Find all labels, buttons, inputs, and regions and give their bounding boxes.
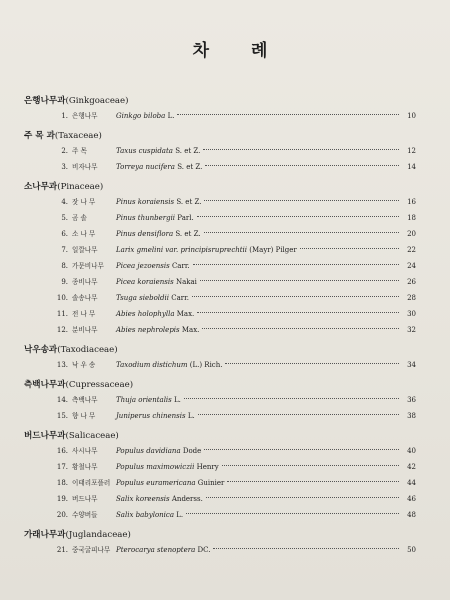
- entry-korean-name: 곰 솔: [72, 214, 87, 222]
- toc-entry: [24, 475, 416, 491]
- entry-species: Abies nephrolepis: [116, 326, 180, 334]
- entry-number: 8.: [61, 262, 68, 270]
- entry-species: Populus maximowiczii: [116, 463, 195, 471]
- toc-entry: [24, 143, 416, 159]
- entry-number: 19.: [56, 495, 68, 503]
- entry-species: Pterocarya stenoptera: [116, 546, 196, 554]
- entry-author: L.: [176, 511, 184, 519]
- entry-author: S. et Z.: [176, 198, 202, 206]
- entry-number: 3.: [61, 163, 68, 171]
- entry-korean-name: 비자나무: [72, 163, 98, 171]
- entry-scientific-name: [116, 408, 195, 424]
- entry-page-number: 20: [407, 230, 416, 238]
- entry-number: 14.: [56, 396, 68, 404]
- entry-scientific-name: [116, 290, 189, 306]
- toc-entry: [24, 210, 416, 226]
- dot-leader: [300, 248, 399, 249]
- page-title: 차 례: [192, 41, 286, 61]
- family-latin-name: (Salicaceae): [65, 431, 119, 441]
- dot-leader: [204, 449, 399, 450]
- entry-number: 12.: [56, 326, 68, 334]
- toc-entry: [24, 542, 416, 558]
- family-latin-name: (Cupressaceae): [65, 380, 134, 390]
- entry-korean-name: 버드나무: [72, 495, 98, 503]
- entry-scientific-name: [116, 392, 181, 408]
- entry-author: Anderss.: [171, 495, 203, 503]
- dot-leader: [204, 232, 399, 233]
- entry-species: Pinus thunbergii: [116, 214, 176, 222]
- entry-scientific-name: [116, 306, 194, 322]
- dot-leader: [205, 165, 399, 166]
- dot-leader: [204, 200, 399, 201]
- family-heading: [24, 130, 416, 143]
- entry-author: DC.: [197, 546, 211, 554]
- entry-number: 21.: [56, 546, 68, 554]
- entry-scientific-name: [116, 475, 224, 491]
- toc-entry: [24, 290, 416, 306]
- entry-number: 5.: [61, 214, 68, 222]
- dot-leader: [177, 114, 399, 115]
- entry-species: Larix gmelini var. principisruprechtii: [116, 246, 248, 254]
- toc-entry: [24, 408, 416, 424]
- entry-author: Henry: [196, 463, 219, 471]
- entry-species: Populus davidiana: [116, 447, 181, 455]
- entry-scientific-name: [116, 274, 197, 290]
- entry-scientific-name: [116, 159, 202, 175]
- entry-species: Pinus koraiensis: [116, 198, 175, 206]
- toc-entry: [24, 258, 416, 274]
- family-latin-name: (Taxaceae): [54, 131, 102, 141]
- dot-leader: [198, 414, 399, 415]
- entry-number: 11.: [56, 310, 68, 318]
- dot-leader: [197, 312, 399, 313]
- entry-scientific-name: [116, 507, 183, 523]
- dot-leader: [202, 328, 399, 329]
- entry-author: Carr.: [171, 262, 190, 270]
- entry-number: 16.: [56, 447, 68, 455]
- family-korean-name: 가래나무과: [24, 530, 66, 540]
- family-korean-name: 버드나무과: [24, 431, 66, 441]
- entry-page-number: 40: [407, 447, 416, 455]
- entry-species: Picea koraiensis: [116, 278, 174, 286]
- entry-species: Picea jezoensis: [116, 262, 170, 270]
- entry-author: (Mayr) Pilger: [249, 246, 297, 254]
- dot-leader: [213, 548, 399, 549]
- entry-page-number: 38: [407, 412, 416, 420]
- dot-leader: [200, 280, 399, 281]
- entry-number: 17.: [56, 463, 68, 471]
- toc-entry: [24, 306, 416, 322]
- entry-page-number: 28: [407, 294, 416, 302]
- entry-species: Thuja orientalis: [116, 396, 172, 404]
- toc-entry: [24, 459, 416, 475]
- toc-entry: [24, 322, 416, 338]
- entry-species: Salix koreensis: [116, 495, 170, 503]
- entry-number: 15.: [56, 412, 68, 420]
- entry-author: L.: [167, 112, 175, 120]
- entry-species: Taxus cuspidata: [116, 147, 173, 155]
- family-korean-name: 소나무과: [24, 182, 58, 192]
- entry-species: Pinus densiflora: [116, 230, 174, 238]
- entry-korean-name: 주 목: [72, 147, 87, 155]
- entry-number: 9.: [61, 278, 68, 286]
- toc-entry: [24, 491, 416, 507]
- entry-number: 13.: [56, 361, 68, 369]
- entry-species: Juniperus chinensis: [116, 412, 186, 420]
- entry-korean-name: 수양버들: [72, 511, 98, 519]
- family-latin-name: (Ginkgoaceae): [65, 96, 129, 106]
- entry-korean-name: 황철나무: [72, 463, 98, 471]
- entry-page-number: 16: [407, 198, 416, 206]
- entry-korean-name: 소 나 무: [72, 230, 96, 238]
- entry-author: Dode: [182, 447, 202, 455]
- entry-page-number: 22: [407, 246, 416, 254]
- entry-korean-name: 낙 우 송: [72, 361, 96, 369]
- entry-author: L.: [187, 412, 195, 420]
- entry-species: Taxodium distichum: [116, 361, 188, 369]
- entry-scientific-name: [116, 491, 203, 507]
- entry-number: 2.: [61, 147, 68, 155]
- toc-entry: [24, 194, 416, 210]
- entry-page-number: 24: [407, 262, 416, 270]
- entry-korean-name: 이태리포플러: [72, 479, 111, 487]
- entry-korean-name: 잣 나 무: [72, 198, 96, 206]
- entry-species: Ginkgo biloba: [116, 112, 166, 120]
- dot-leader: [186, 513, 399, 514]
- family-korean-name: 주 목 과: [24, 131, 55, 141]
- entry-page-number: 18: [407, 214, 416, 222]
- entry-korean-name: 사시나무: [72, 447, 98, 455]
- entry-author: S. et Z.: [175, 147, 201, 155]
- entry-scientific-name: [116, 108, 174, 124]
- entry-scientific-name: [116, 210, 194, 226]
- entry-author: Carr.: [171, 294, 189, 302]
- entry-page-number: 32: [407, 326, 416, 334]
- entry-author: Guinier: [197, 479, 225, 487]
- entry-korean-name: 가문비나무: [72, 262, 104, 270]
- entry-korean-name: 중국굴피나무: [72, 546, 111, 554]
- entry-number: 18.: [56, 479, 68, 487]
- dot-leader: [222, 465, 399, 466]
- entry-author: S. et Z.: [175, 230, 201, 238]
- entry-species: Tsuga sieboldii: [116, 294, 170, 302]
- entry-page-number: 34: [407, 361, 416, 369]
- toc-entry: [24, 108, 416, 124]
- entry-scientific-name: [116, 226, 201, 242]
- entry-page-number: 30: [407, 310, 416, 318]
- entry-author: Parl.: [177, 214, 194, 222]
- entry-page-number: 46: [407, 495, 416, 503]
- family-latin-name: (Pinaceae): [57, 182, 104, 192]
- entry-species: Salix babylonica: [116, 511, 175, 519]
- entry-page-number: 12: [407, 147, 416, 155]
- entry-species: Abies holophylla: [116, 310, 175, 318]
- entry-page-number: 44: [407, 479, 416, 487]
- entry-page-number: 48: [407, 511, 416, 519]
- toc-entry: [24, 159, 416, 175]
- family-heading: [24, 344, 416, 357]
- toc-entry: [24, 392, 416, 408]
- entry-author: Max.: [176, 310, 195, 318]
- entry-number: 6.: [61, 230, 68, 238]
- entry-number: 1.: [61, 112, 68, 120]
- table-of-contents: [24, 95, 416, 558]
- toc-entry: [24, 507, 416, 523]
- entry-page-number: 50: [407, 546, 416, 554]
- entry-page-number: 10: [407, 112, 416, 120]
- family-korean-name: 낙우송과: [24, 345, 58, 355]
- entry-korean-name: 전 나 무: [72, 310, 96, 318]
- toc-entry: [24, 226, 416, 242]
- entry-author: (L.) Rich.: [189, 361, 223, 369]
- entry-korean-name: 측백나무: [72, 396, 98, 404]
- entry-author: S. et Z.: [177, 163, 203, 171]
- entry-scientific-name: [116, 459, 219, 475]
- toc-entry: [24, 357, 416, 373]
- entry-species: Torreya nucifera: [116, 163, 175, 171]
- entry-scientific-name: [116, 194, 201, 210]
- entry-korean-name: 솔송나무: [72, 294, 98, 302]
- entry-korean-name: 분비나무: [72, 326, 98, 334]
- entry-scientific-name: [116, 322, 199, 338]
- entry-scientific-name: [116, 258, 190, 274]
- entry-species: Populus euramericana: [116, 479, 196, 487]
- entry-korean-name: 일깔나무: [72, 246, 98, 254]
- entry-author: Nakai: [175, 278, 197, 286]
- dot-leader: [227, 481, 399, 482]
- dot-leader: [184, 398, 399, 399]
- entry-scientific-name: [116, 357, 222, 373]
- entry-number: 20.: [56, 511, 68, 519]
- entry-korean-name: 종비나무: [72, 278, 98, 286]
- dot-leader: [193, 264, 399, 265]
- entry-page-number: 14: [407, 163, 416, 171]
- entry-scientific-name: [116, 143, 200, 159]
- family-heading: [24, 379, 416, 392]
- entry-author: L.: [174, 396, 181, 404]
- dot-leader: [192, 296, 399, 297]
- toc-entry: [24, 274, 416, 290]
- dot-leader: [225, 363, 399, 364]
- dot-leader: [206, 497, 399, 498]
- family-heading: [24, 95, 416, 108]
- family-latin-name: (Juglandaceae): [65, 530, 131, 540]
- entry-scientific-name: [116, 242, 297, 258]
- entry-korean-name: 향 나 무: [72, 412, 96, 420]
- dot-leader: [203, 149, 399, 150]
- family-korean-name: 은행나무과: [24, 96, 66, 106]
- toc-entry: [24, 443, 416, 459]
- entry-scientific-name: [116, 542, 210, 558]
- toc-entry: [24, 242, 416, 258]
- family-korean-name: 측백나무과: [24, 380, 66, 390]
- entry-number: 4.: [61, 198, 68, 206]
- family-heading: [24, 181, 416, 194]
- family-latin-name: (Taxodiaceae): [57, 345, 118, 355]
- entry-page-number: 42: [407, 463, 416, 471]
- entry-scientific-name: [116, 443, 201, 459]
- family-heading: [24, 529, 416, 542]
- family-heading: [24, 430, 416, 443]
- entry-page-number: 26: [407, 278, 416, 286]
- entry-number: 10.: [56, 294, 68, 302]
- entry-author: Max.: [181, 326, 200, 334]
- entry-page-number: 36: [407, 396, 416, 404]
- entry-korean-name: 은행나무: [72, 112, 98, 120]
- entry-number: 7.: [61, 246, 68, 254]
- dot-leader: [197, 216, 399, 217]
